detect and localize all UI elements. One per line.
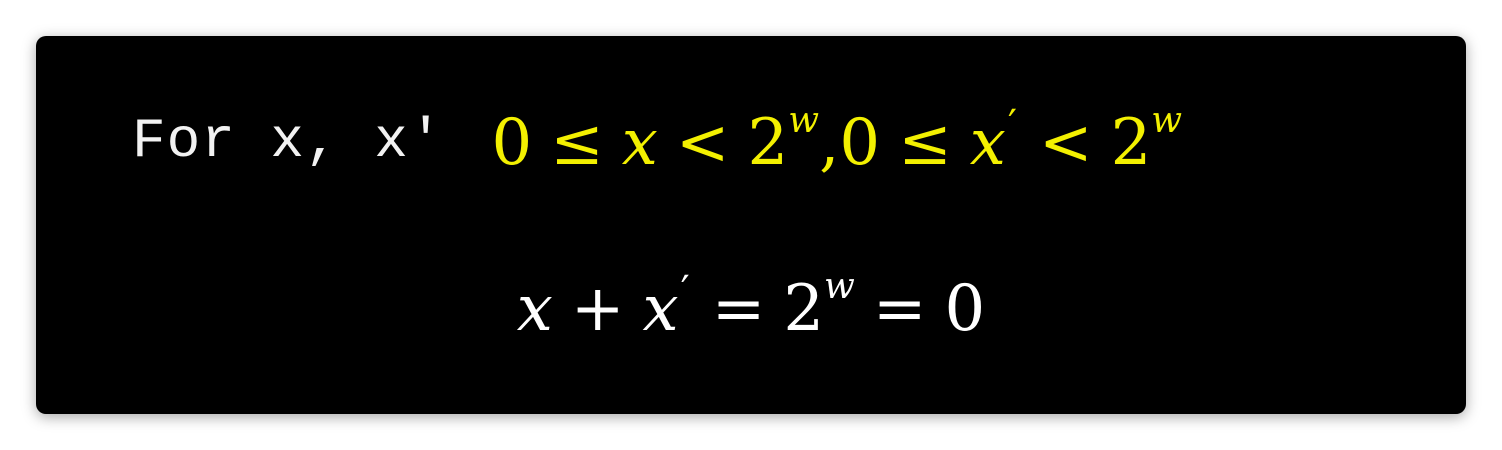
equation-result: 0 bbox=[944, 272, 986, 346]
constraint-exp-a: w bbox=[788, 100, 820, 141]
equation-var-x-prime: x bbox=[642, 272, 679, 346]
condition-line bbox=[132, 100, 1183, 196]
equation-var-x: x bbox=[516, 272, 553, 346]
condition-label: For x, x' bbox=[132, 109, 444, 173]
constraint-zero-a: 0 bbox=[491, 106, 533, 180]
constraint-var-x: x bbox=[621, 106, 658, 180]
sum-equation bbox=[36, 266, 1466, 346]
constraint-exp-b: w bbox=[1151, 100, 1183, 141]
equation-base: 2 bbox=[783, 272, 825, 346]
equation-prime: ′ bbox=[680, 268, 690, 314]
constraint-leq-b: ≤ bbox=[898, 106, 952, 180]
constraint-leq-a: ≤ bbox=[550, 106, 604, 180]
constraint-base-a: 2 bbox=[747, 106, 789, 180]
constraint-lt-b: < bbox=[1038, 106, 1093, 180]
equation-eq-b: = bbox=[872, 272, 927, 346]
constraint-lt-a: < bbox=[675, 106, 730, 180]
equation-exp: w bbox=[824, 266, 855, 307]
slide-frame bbox=[36, 36, 1466, 414]
equation-eq-a: = bbox=[711, 272, 766, 346]
constraint-prime: ′ bbox=[1007, 102, 1017, 148]
constraint-zero-b: 0 bbox=[839, 106, 881, 180]
constraint-comma: , bbox=[819, 106, 840, 180]
constraint-base-b: 2 bbox=[1110, 106, 1152, 180]
constraint-var-x-prime: x bbox=[969, 106, 1006, 180]
range-constraint bbox=[491, 100, 1183, 180]
equation-plus: + bbox=[570, 272, 625, 346]
